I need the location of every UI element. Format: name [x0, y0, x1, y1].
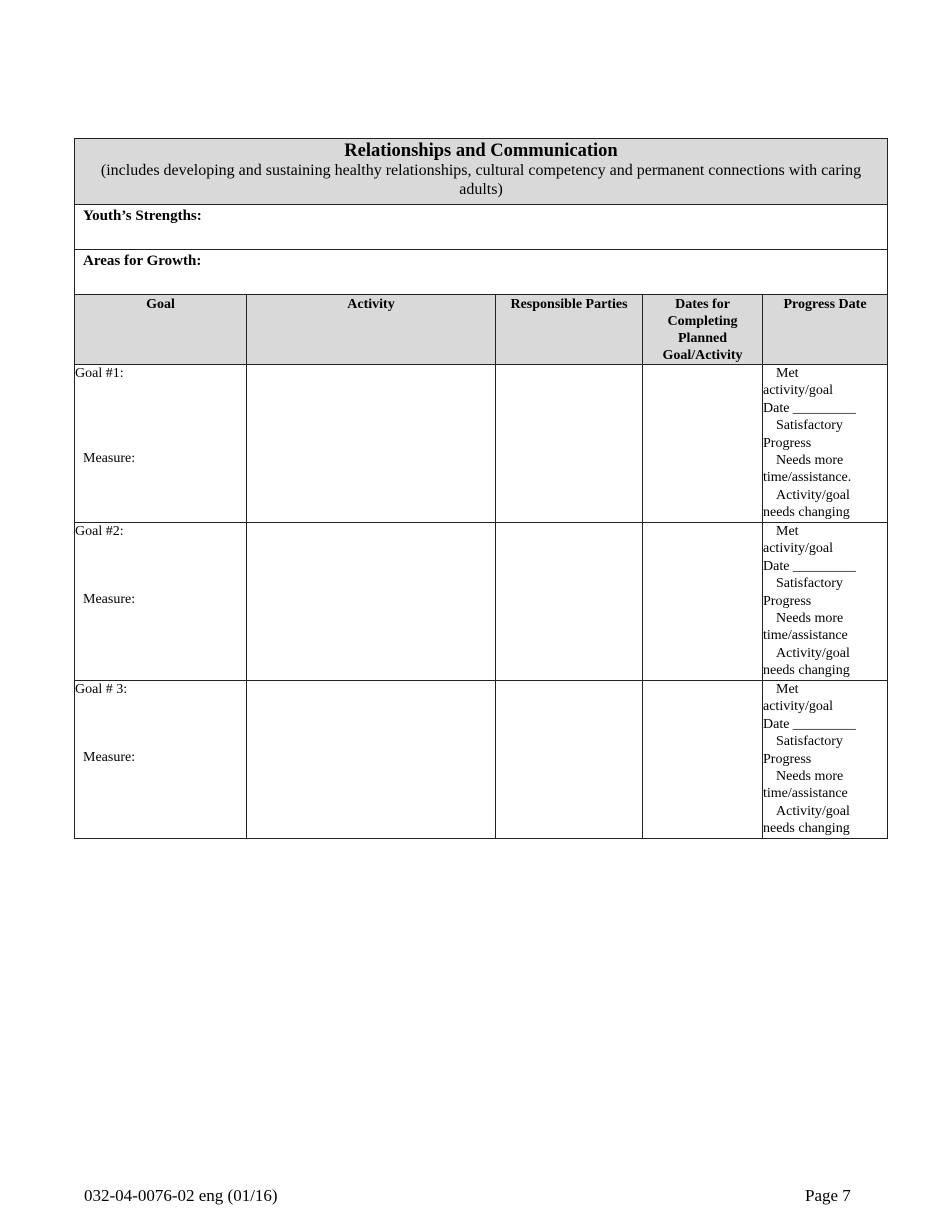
satisfactory-option-text: Progress: [763, 751, 812, 767]
measure-label: Measure:: [83, 750, 136, 765]
needs-more-option-text: time/assistance: [763, 628, 848, 644]
column-header-dates: Dates for Completing Planned Goal/Activity: [643, 295, 763, 365]
column-header-progress-date: Progress Date: [763, 295, 888, 365]
needs-more-option[interactable]: Needs more: [776, 611, 844, 627]
needs-more-option-text: time/assistance.: [763, 470, 852, 486]
needs-changing-option[interactable]: Activity/goal: [776, 487, 850, 503]
satisfactory-option-text: Progress: [763, 435, 812, 451]
dates-cell[interactable]: [643, 365, 763, 523]
met-option[interactable]: Met: [776, 524, 799, 539]
satisfactory-option-text: Progress: [763, 593, 812, 609]
goal-row-1: [75, 365, 888, 523]
goal-label: Goal #1:: [75, 366, 124, 381]
needs-changing-option[interactable]: Activity/goal: [776, 803, 850, 819]
activity-cell[interactable]: [247, 681, 496, 839]
goal-label: Goal #2:: [75, 524, 124, 539]
section-header: [75, 139, 888, 205]
met-option[interactable]: Met: [776, 682, 799, 697]
progress-cell[interactable]: [763, 365, 888, 523]
satisfactory-option[interactable]: Satisfactory: [776, 734, 843, 750]
met-option-text: activity/goal: [763, 699, 833, 715]
goal-cell[interactable]: [75, 523, 247, 681]
met-option-text: activity/goal: [763, 541, 833, 557]
form-number: 032-04-0076-02 eng (01/16): [84, 1186, 278, 1205]
progress-cell[interactable]: [763, 523, 888, 681]
needs-more-option[interactable]: Needs more: [776, 769, 844, 785]
goal-planning-table: [74, 138, 888, 839]
activity-cell[interactable]: [247, 523, 496, 681]
satisfactory-option[interactable]: Satisfactory: [776, 576, 843, 592]
needs-changing-option-text: needs changing: [763, 505, 850, 521]
page-number: Page 7: [805, 1186, 851, 1205]
date-field[interactable]: Date _________: [763, 716, 856, 732]
needs-changing-option[interactable]: Activity/goal: [776, 645, 850, 661]
needs-more-option-text: time/assistance: [763, 786, 848, 802]
youth-strengths-label: Youth’s Strengths:: [83, 208, 202, 224]
section-subtitle: (includes developing and sustaining healthy relationships, cultural competency and permanent connections with caring adults): [100, 162, 862, 198]
responsible-parties-cell[interactable]: [496, 523, 643, 681]
areas-for-growth-label: Areas for Growth:: [83, 253, 202, 269]
areas-for-growth-field[interactable]: [75, 250, 888, 295]
activity-cell[interactable]: [247, 365, 496, 523]
section-title: Relationships and Communication: [344, 141, 618, 161]
met-option[interactable]: Met: [776, 366, 799, 381]
goal-cell[interactable]: [75, 365, 247, 523]
needs-more-option[interactable]: Needs more: [776, 453, 844, 469]
date-field[interactable]: Date _________: [763, 400, 856, 416]
met-option-text: activity/goal: [763, 383, 833, 399]
measure-label: Measure:: [83, 592, 136, 607]
date-field[interactable]: Date _________: [763, 558, 856, 574]
progress-cell[interactable]: [763, 681, 888, 839]
goal-cell[interactable]: [75, 681, 247, 839]
measure-label: Measure:: [83, 451, 136, 466]
goal-row-2: [75, 523, 888, 681]
dates-cell[interactable]: [643, 681, 763, 839]
goal-label: Goal # 3:: [75, 682, 128, 697]
satisfactory-option[interactable]: Satisfactory: [776, 418, 843, 434]
dates-cell[interactable]: [643, 523, 763, 681]
column-header-goal: Goal: [75, 295, 247, 365]
needs-changing-option-text: needs changing: [763, 663, 850, 679]
goal-row-3: [75, 681, 888, 839]
responsible-parties-cell[interactable]: [496, 681, 643, 839]
youth-strengths-field[interactable]: [75, 205, 888, 250]
responsible-parties-cell[interactable]: [496, 365, 643, 523]
column-header-activity: Activity: [247, 295, 496, 365]
column-header-responsible-parties: Responsible Parties: [496, 295, 643, 365]
needs-changing-option-text: needs changing: [763, 821, 850, 837]
